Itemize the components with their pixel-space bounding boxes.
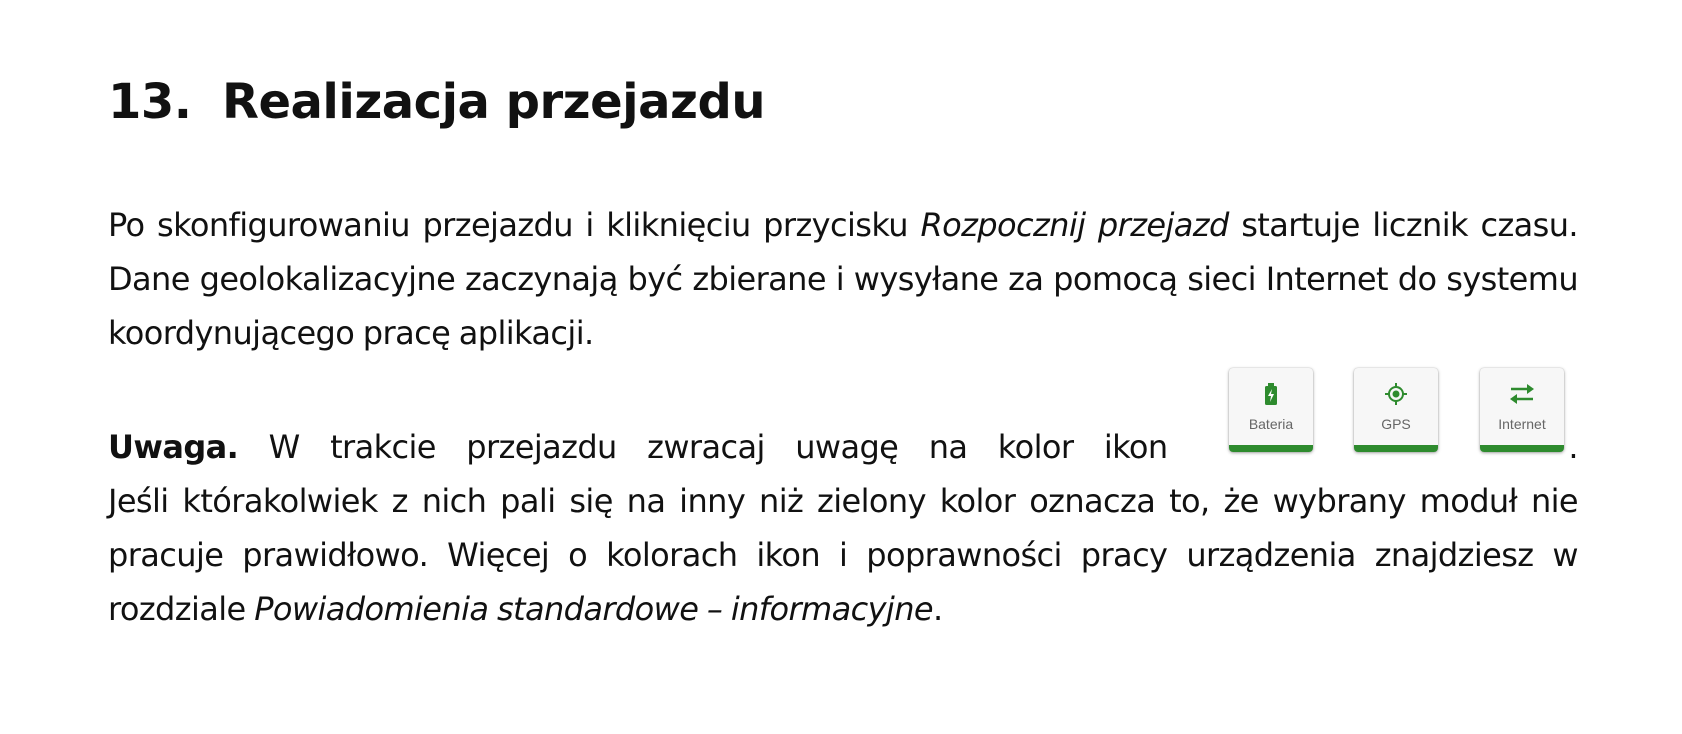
- internet-status-card: [1480, 368, 1564, 452]
- warning-word: zwracaj: [647, 428, 765, 466]
- gps-icon: [1385, 383, 1407, 405]
- warning-rest: [108, 474, 1578, 636]
- internet-status-bar: [1480, 445, 1564, 452]
- section-title: Realizacja przejazdu: [222, 74, 765, 130]
- start-ride-button-name: Rozpocznij przejazd: [920, 206, 1229, 244]
- warning-word: ikon: [1103, 428, 1168, 466]
- gps-label: GPS: [1381, 416, 1411, 432]
- warning-word: przejazdu: [466, 428, 617, 466]
- warning-word: W: [268, 428, 300, 466]
- battery-status-card: [1229, 368, 1313, 452]
- gps-status-bar: [1354, 445, 1438, 452]
- warning-word: uwagę: [795, 428, 899, 466]
- battery-label: Bateria: [1248, 416, 1294, 432]
- warning-word: trakcie: [330, 428, 436, 466]
- battery-icon: [1264, 383, 1278, 405]
- gps-status-card: [1354, 368, 1438, 452]
- section-heading: [108, 72, 765, 132]
- chapter-name: Powiadomienia standardowe – informacyjne: [254, 590, 933, 628]
- internet-label: Internet: [1498, 416, 1546, 432]
- intro-text-start: Po skonfigurowaniu przejazdu i kliknięciu przycisku: [108, 206, 921, 244]
- warning-end: .: [932, 590, 943, 628]
- warning-word: kolor: [997, 428, 1074, 466]
- transfer-arrows-icon: [1509, 383, 1535, 405]
- intro-text-end: startuje licznik czasu. Dane geolokalizacyjne zaczynają być zbierane i wysyłane za pomocą sieci Internet do systemu koordynującego pracę aplikacji.: [108, 206, 1578, 352]
- warning-dot: .: [1568, 428, 1578, 466]
- warning-rest-text: Jeśli którakolwiek z nich pali się na inny niż zielony kolor oznacza to, że wybrany moduł nie pracuje prawidłowo. Więcej o kolorach ikon i poprawności pracy urządzenia znajdziesz w rozdziale: [108, 482, 1578, 628]
- battery-status-bar: [1229, 445, 1313, 452]
- warning-word: na: [928, 428, 968, 466]
- warning-lead: Uwaga.: [108, 428, 239, 466]
- section-number: 13.: [108, 74, 192, 130]
- status-icons: [1229, 368, 1564, 454]
- intro-paragraph: [108, 198, 1578, 360]
